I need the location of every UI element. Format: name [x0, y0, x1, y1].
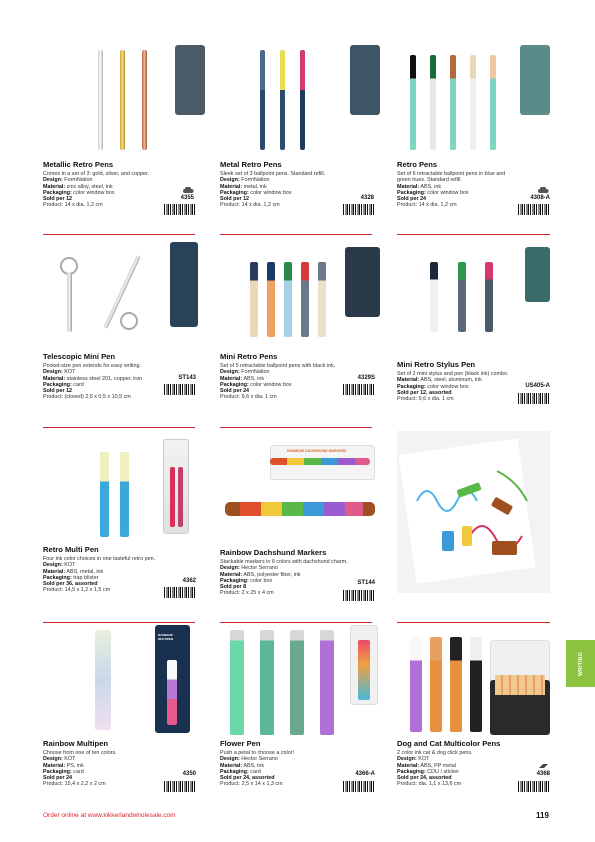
packaging-value: color window box [250, 189, 292, 196]
sku-number: ST143 [178, 375, 196, 381]
sku-number: 4362 [182, 578, 196, 584]
product-dimensions: Product: 14,5 x 1,2 x 1,5 cm [43, 587, 111, 594]
product-description: Comes in a set of 3: gold, silver, and copper. [43, 171, 150, 177]
sku-number: ST144 [357, 580, 375, 586]
product-info [397, 171, 515, 209]
packaging-label: Packaging: [397, 383, 426, 390]
barcode-icon [164, 384, 196, 398]
barcode-icon [343, 781, 375, 795]
packaging-label: Packaging: [397, 768, 426, 775]
product-photo-mini-retro-stylus-pen [425, 242, 550, 342]
packaging-value: color window box [73, 189, 115, 196]
barcode-icon [164, 204, 196, 218]
section-tab-label: WRITING [577, 651, 584, 676]
sold-per: Sold per 12 [43, 388, 73, 395]
multipen-pack-label: RAINBOW MULTIPEN [158, 633, 174, 641]
sold-per: Sold per 36, assorted [43, 581, 98, 588]
product-description: Four ink color choices in one tasteful retro pen. [43, 556, 156, 562]
material-label: Material: [397, 377, 420, 384]
product-dimensions: Product: (closed) 2,5 x 0,5 x 10,5 cm [43, 394, 131, 401]
barcode-icon [518, 204, 550, 218]
product-dimensions: Product: 9,6 x dia. 1 cm [397, 396, 454, 403]
material-label: Material: [43, 762, 66, 769]
product-info [43, 363, 142, 401]
product-dimensions: Product: dia. 1,1 x 13,6 cm [397, 781, 462, 788]
product-photo-rainbow-dachshund-markers [220, 440, 380, 540]
product-title: Metal Retro Pens [220, 160, 282, 169]
design-label: Design: [43, 369, 63, 376]
divider-rule [220, 622, 372, 623]
barcode-icon [343, 384, 375, 398]
product-description: Set of 2 mini stylus and pen (black ink) combo. [397, 371, 509, 377]
design-value: FormNation [241, 369, 270, 376]
product-photo-rainbow-multipen [85, 625, 195, 735]
product-info [43, 556, 155, 594]
product-title: Telescopic Mini Pen [43, 352, 116, 361]
design-value: KOT [418, 756, 430, 763]
product-info [220, 559, 348, 597]
packaging-label: Packaging: [220, 189, 249, 196]
product-info [220, 750, 294, 788]
packaging-value: color window box [427, 189, 469, 196]
product-photo-mini-retro-pens [245, 242, 380, 342]
material-label: Material: [220, 762, 243, 769]
product-photo-dog-and-cat-pens [405, 625, 555, 735]
product-dimensions: Product: 2,5 x 14 x 1,3 cm [220, 781, 283, 788]
barcode-icon [164, 587, 196, 601]
packaging-value: color window box [427, 383, 469, 390]
section-tab-writing [566, 640, 595, 687]
product-title: Retro Pens [397, 160, 438, 169]
product-photo-flower-pen [225, 625, 385, 735]
barcode-icon [343, 590, 375, 604]
product-dimensions: Product: 14 x dia. 1,2 cm [220, 202, 280, 209]
divider-rule [220, 427, 372, 428]
divider-rule [43, 234, 195, 235]
footer-order-link[interactable]: Order online at www.kikkerlandwholesale.com [43, 812, 176, 819]
lifestyle-photo [397, 431, 550, 593]
material-value: ABS, ink [243, 762, 265, 769]
packaging-label: Packaging: [43, 574, 72, 581]
design-value: Hector Serrano [241, 756, 278, 763]
product-info [220, 171, 325, 209]
product-description: Set of 5 retractable ballpoint pens with black ink. [220, 363, 336, 369]
divider-rule [43, 427, 195, 428]
product-title: Retro Multi Pen [43, 545, 99, 554]
product-description: Pocket-size pen extends for easy writing. [43, 363, 141, 369]
material-value: PS, ink [66, 762, 84, 769]
product-title: Rainbow Multipen [43, 739, 108, 748]
product-photo-telescopic-mini-pen [55, 242, 200, 342]
sold-per: Sold per 24 [43, 775, 73, 782]
product-title: Metallic Retro Pens [43, 160, 114, 169]
product-photo-metallic-retro-pens [90, 45, 210, 155]
product-description: Stackable markers in 6 colors with dachshund charm. [220, 559, 348, 565]
sku-number: 4308-A [530, 195, 550, 201]
product-description: Sleek set of 3 ballpoint pens. Standard refill. [220, 171, 326, 177]
packaging-value: color box [250, 577, 273, 584]
packaging-label: Packaging: [43, 381, 72, 388]
product-title: Mini Retro Pens [220, 352, 278, 361]
product-description: 2 color ink cat & dog click pens. [397, 750, 473, 756]
design-label: Design: [220, 369, 240, 376]
design-label: Design: [220, 565, 240, 572]
material-value: ABS, metal, ink [66, 568, 104, 575]
sku-number: 4368 [536, 771, 550, 777]
packaging-label: Packaging: [397, 189, 426, 196]
sold-per: Sold per 24 [220, 388, 250, 395]
barcode-icon [164, 781, 196, 795]
packaging-value: color window box [250, 381, 292, 388]
sku-number: 4329S [357, 375, 375, 381]
material-label: Material: [397, 762, 420, 769]
material-value: stainless steel 201, copper, iron [66, 375, 143, 382]
cloud-icon [538, 187, 549, 193]
product-title: Mini Retro Stylus Pen [397, 360, 476, 369]
eraser-icon [538, 763, 549, 769]
design-value: KOT [64, 369, 76, 376]
divider-rule [220, 234, 372, 235]
product-dimensions: Product: 9,6 x dia. 1 cm [220, 394, 277, 401]
material-label: Material: [43, 568, 66, 575]
sku-number: 4328 [360, 195, 374, 201]
packaging-value: card [73, 768, 84, 775]
cloud-icon [183, 187, 194, 193]
sku-number: 4350 [182, 771, 196, 777]
material-label: Material: [220, 571, 243, 578]
sold-per: Sold per 24, assorted [220, 775, 275, 782]
design-value: FormNation [241, 177, 270, 184]
material-value: ABS, ink [420, 183, 442, 190]
sold-per: Sold per 24 [397, 196, 427, 203]
design-value: Hector Serrano [241, 565, 278, 572]
product-title: Rainbow Dachshund Markers [220, 548, 327, 557]
design-label: Design: [397, 756, 417, 763]
material-value: zinc alloy, steel, ink [66, 183, 113, 190]
packaging-value: card [250, 768, 261, 775]
design-value: KOT [64, 562, 76, 569]
sold-per: Sold per 12 [43, 196, 73, 203]
design-value: FormNation [64, 177, 93, 184]
material-label: Material: [220, 375, 243, 382]
product-dimensions: Product: 14 x dia. 1,2 cm [397, 202, 457, 209]
material-value: ABS, steel, aluminum, ink [420, 377, 482, 384]
sold-per: Sold per 8 [220, 584, 247, 591]
divider-rule [43, 622, 195, 623]
material-label: Material: [220, 183, 243, 190]
barcode-icon [518, 393, 550, 407]
product-photo-retro-pens [405, 45, 550, 155]
divider-rule [397, 234, 550, 235]
product-title: Dog and Cat Multicolor Pens [397, 739, 501, 748]
design-label: Design: [43, 756, 63, 763]
product-description: Choose from one of ten colors. [43, 750, 117, 756]
divider-rule [397, 622, 550, 623]
design-label: Design: [220, 756, 240, 763]
product-description: Set of 6 retractable ballpoint pens in blue and green hues. Standard refill. [397, 171, 506, 184]
product-info [397, 371, 508, 402]
sold-per: Sold per 12 [220, 196, 250, 203]
product-dimensions: Product: 14 x dia. 1,2 cm [43, 202, 103, 209]
sku-number: 4355 [180, 195, 194, 201]
sold-per: Sold per 12, assorted [397, 389, 452, 396]
material-value: ABS, ink [243, 375, 265, 382]
sku-number: US405-A [525, 383, 550, 389]
product-dimensions: Product: 15,4 x 2,2 x 2 cm [43, 781, 106, 788]
markers-pack-label: RAINBOW DACHSHUND MARKERS [287, 449, 347, 453]
material-value: ABS, polyester fiber, ink [243, 571, 301, 578]
packaging-value: card [73, 381, 84, 388]
packaging-label: Packaging: [43, 189, 72, 196]
product-info [43, 171, 149, 209]
material-value: metal, ink [243, 183, 267, 190]
product-photo-retro-multi-pen [80, 437, 195, 537]
product-title: Flower Pen [220, 739, 261, 748]
product-info [220, 363, 335, 401]
barcode-icon [518, 781, 550, 795]
sold-per: Sold per 24, assorted [397, 775, 452, 782]
packaging-label: Packaging: [220, 768, 249, 775]
sku-number: 4366-A [355, 771, 375, 777]
material-value: ABS, PP metal [420, 762, 456, 769]
packaging-value: trap blister [73, 574, 99, 581]
page-number: 119 [536, 811, 549, 820]
material-label: Material: [397, 183, 420, 190]
product-info [43, 750, 117, 788]
design-label: Design: [43, 562, 63, 569]
product-info [397, 750, 473, 788]
packaging-label: Packaging: [43, 768, 72, 775]
material-label: Material: [43, 183, 66, 190]
packaging-label: Packaging: [220, 381, 249, 388]
design-value: KOT [64, 756, 76, 763]
product-description: Push a petal to choose a color! [220, 750, 295, 756]
product-photo-metal-retro-pens [255, 45, 375, 155]
design-label: Design: [43, 177, 63, 184]
packaging-value: CDU / sticker [427, 768, 460, 775]
packaging-label: Packaging: [220, 577, 249, 584]
barcode-icon [343, 204, 375, 218]
design-label: Design: [220, 177, 240, 184]
material-label: Material: [43, 375, 66, 382]
product-dimensions: Product: 2 x 25 x 4 cm [220, 590, 274, 597]
